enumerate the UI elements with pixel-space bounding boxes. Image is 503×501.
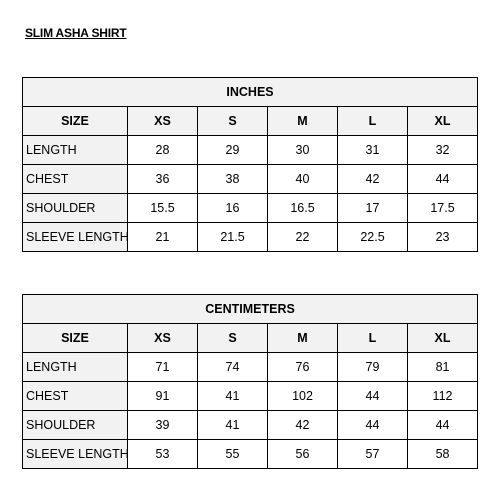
table-cell: 57 — [338, 440, 408, 469]
table-cell: 102 — [268, 382, 338, 411]
table-cell: 44 — [408, 411, 478, 440]
size-header-label: SIZE — [23, 324, 128, 353]
table-cell: 22 — [268, 223, 338, 252]
table-row-shoulder — [23, 194, 478, 223]
table-cell: 29 — [198, 136, 268, 165]
unit-header-row — [23, 78, 478, 107]
table-cell: 44 — [408, 165, 478, 194]
table-cell: 17.5 — [408, 194, 478, 223]
size-xs-header: XS — [128, 324, 198, 353]
table-row-length — [23, 136, 478, 165]
table-cell: 58 — [408, 440, 478, 469]
inches-size-table — [22, 77, 478, 252]
size-m-header: M — [268, 107, 338, 136]
table-cell: 74 — [198, 353, 268, 382]
table-cell: 21 — [128, 223, 198, 252]
table-cell: 112 — [408, 382, 478, 411]
row-label: CHEST — [23, 382, 128, 411]
table-cell: 22.5 — [338, 223, 408, 252]
table-cell: 30 — [268, 136, 338, 165]
table-row-sleeve-length — [23, 223, 478, 252]
centimeters-size-table — [22, 294, 478, 469]
size-l-header: L — [338, 324, 408, 353]
table-cell: 41 — [198, 411, 268, 440]
table-cell: 81 — [408, 353, 478, 382]
row-label: SHOULDER — [23, 194, 128, 223]
table-cell: 38 — [198, 165, 268, 194]
table-cell: 39 — [128, 411, 198, 440]
size-xs-header: XS — [128, 107, 198, 136]
table-row-sleeve-length — [23, 440, 478, 469]
table-row-chest — [23, 382, 478, 411]
size-xl-header: XL — [408, 107, 478, 136]
table-cell: 44 — [338, 382, 408, 411]
table-cell: 16 — [198, 194, 268, 223]
table-cell: 44 — [338, 411, 408, 440]
table-cell: 21.5 — [198, 223, 268, 252]
table-cell: 76 — [268, 353, 338, 382]
table-row-chest — [23, 165, 478, 194]
row-label: LENGTH — [23, 136, 128, 165]
row-label: SHOULDER — [23, 411, 128, 440]
size-header-row — [23, 107, 478, 136]
table-cell: 16.5 — [268, 194, 338, 223]
row-label: SLEEVE LENGTH — [23, 440, 128, 469]
unit-header-row — [23, 295, 478, 324]
table-cell: 42 — [268, 411, 338, 440]
size-m-header: M — [268, 324, 338, 353]
row-label: LENGTH — [23, 353, 128, 382]
size-s-header: S — [198, 324, 268, 353]
size-l-header: L — [338, 107, 408, 136]
table-cell: 36 — [128, 165, 198, 194]
size-header-label: SIZE — [23, 107, 128, 136]
table-cell: 41 — [198, 382, 268, 411]
table-cell: 31 — [338, 136, 408, 165]
table-cell: 28 — [128, 136, 198, 165]
row-label: CHEST — [23, 165, 128, 194]
table-cell: 23 — [408, 223, 478, 252]
table-cell: 40 — [268, 165, 338, 194]
table-row-shoulder — [23, 411, 478, 440]
row-label: SLEEVE LENGTH — [23, 223, 128, 252]
table-cell: 42 — [338, 165, 408, 194]
size-xl-header: XL — [408, 324, 478, 353]
unit-header-inches: INCHES — [23, 78, 478, 107]
table-cell: 71 — [128, 353, 198, 382]
table-row-length — [23, 353, 478, 382]
size-header-row — [23, 324, 478, 353]
unit-header-centimeters: CENTIMETERS — [23, 295, 478, 324]
table-cell: 91 — [128, 382, 198, 411]
page-title: SLIM ASHA SHIRT — [25, 26, 127, 40]
table-cell: 17 — [338, 194, 408, 223]
table-cell: 79 — [338, 353, 408, 382]
table-cell: 32 — [408, 136, 478, 165]
table-cell: 53 — [128, 440, 198, 469]
table-cell: 56 — [268, 440, 338, 469]
size-s-header: S — [198, 107, 268, 136]
table-cell: 15.5 — [128, 194, 198, 223]
table-cell: 55 — [198, 440, 268, 469]
